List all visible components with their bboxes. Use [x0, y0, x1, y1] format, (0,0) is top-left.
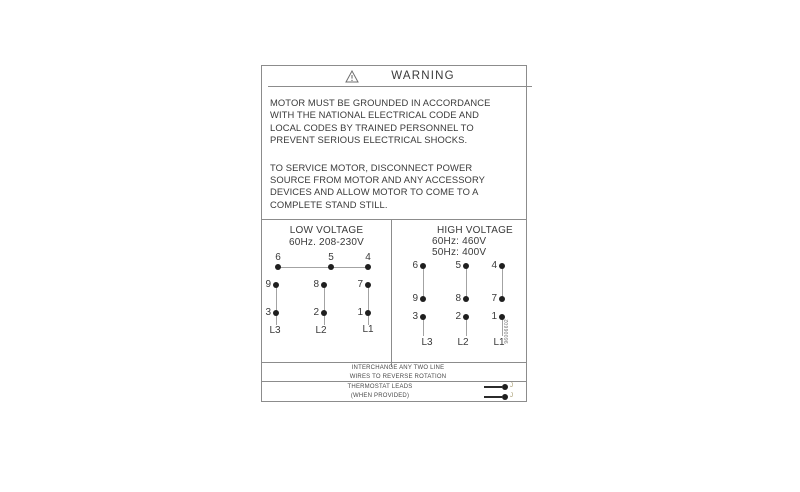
- terminal-dot: [365, 282, 371, 288]
- thermostat-note-line: (WHEN PROVIDED): [350, 393, 410, 399]
- warning-triangle-icon: [345, 70, 359, 83]
- high-voltage-diagram: [392, 220, 526, 363]
- terminal-number: 5: [455, 260, 461, 271]
- thermostat-lead-dot: [502, 384, 508, 390]
- thermostat-lead-line: [484, 386, 502, 388]
- terminal-number: 8: [313, 279, 319, 290]
- terminal-dot: [420, 314, 426, 320]
- terminal-number: 9: [265, 279, 271, 290]
- terminal-number: 9: [412, 293, 418, 304]
- warning-text-line: COMPLETE STAND STILL.: [270, 198, 388, 210]
- warning-title: WARNING: [391, 70, 455, 82]
- warning-paragraph-1: [270, 97, 526, 147]
- terminal-dot: [463, 314, 469, 320]
- warning-text-line: MOTOR MUST BE GROUNDED IN ACCORDANCE: [270, 97, 491, 108]
- terminal-number: 4: [491, 260, 497, 271]
- terminal-dot: [420, 263, 426, 269]
- wire-line: [324, 285, 325, 325]
- terminal-dot: [463, 296, 469, 302]
- terminal-dot: [499, 296, 505, 302]
- low-voltage-title: LOW VOLTAGE: [289, 225, 364, 236]
- terminal-number: 8: [455, 293, 461, 304]
- terminal-number: 5: [328, 252, 334, 263]
- terminal-number: 3: [265, 307, 271, 318]
- terminal-number: 6: [412, 260, 418, 271]
- line-label: L3: [269, 325, 281, 336]
- terminal-number: 3: [412, 311, 418, 322]
- thermostat-leads-row: [262, 382, 526, 403]
- terminal-dot: [273, 282, 279, 288]
- terminal-dot: [273, 310, 279, 316]
- wire-line: [276, 285, 277, 325]
- high-voltage-title: HIGH VOLTAGE: [437, 225, 513, 236]
- line-label: L2: [457, 337, 469, 348]
- low-voltage-subtitle: 60Hz. 208-230V: [288, 237, 365, 248]
- terminal-dot: [499, 263, 505, 269]
- terminal-dot: [420, 296, 426, 302]
- high-voltage-subtitle-50hz: 50Hz: 400V: [432, 247, 487, 258]
- wire-line: [423, 266, 424, 299]
- part-number: 96006602: [504, 319, 510, 344]
- line-label: L3: [421, 337, 433, 348]
- terminal-number: 7: [491, 293, 497, 304]
- terminal-dot: [328, 264, 334, 270]
- motor-warning-label: [261, 65, 527, 402]
- wiring-diagrams-section: [262, 220, 526, 363]
- warning-text-line: SOURCE FROM MOTOR AND ANY ACCESSORY: [270, 174, 485, 186]
- terminal-number: 2: [313, 307, 319, 318]
- thermostat-lead-label: J: [510, 383, 513, 389]
- warning-text-line: TO SERVICE MOTOR, DISCONNECT POWER: [270, 161, 473, 173]
- warning-text-line: WITH THE NATIONAL ELECTRICAL CODE AND: [270, 109, 479, 121]
- warning-text-line: PREVENT SERIOUS ELECTRICAL SHOCKS.: [270, 134, 468, 146]
- terminal-dot: [275, 264, 281, 270]
- terminal-dot: [365, 264, 371, 270]
- terminal-number: 4: [365, 252, 371, 263]
- warning-header: [268, 66, 532, 87]
- terminal-number: 1: [491, 311, 497, 322]
- wire-line: [278, 267, 368, 268]
- thermostat-lead-line: [484, 396, 502, 398]
- low-voltage-diagram: [262, 220, 391, 363]
- terminal-number: 1: [357, 307, 363, 318]
- warning-text-section: [262, 86, 526, 220]
- line-label: L2: [315, 325, 327, 336]
- warning-paragraph-2: [270, 162, 526, 212]
- interchange-note-line: WIRES TO REVERSE ROTATION: [349, 374, 447, 380]
- interchange-note-row: [262, 363, 526, 382]
- thermostat-lead-label: J: [510, 393, 513, 399]
- high-voltage-subtitle-60hz: 60Hz: 460V: [432, 236, 487, 247]
- terminal-number: 7: [357, 279, 363, 290]
- line-label: L1: [493, 337, 505, 348]
- thermostat-lead-dot: [502, 394, 508, 400]
- terminal-dot: [321, 282, 327, 288]
- wire-line: [466, 266, 467, 299]
- terminal-number: 2: [455, 311, 461, 322]
- terminal-dot: [321, 310, 327, 316]
- terminal-dot: [365, 310, 371, 316]
- warning-text-line: DEVICES AND ALLOW MOTOR TO COME TO A: [270, 186, 479, 198]
- thermostat-note-line: THERMOSTAT LEADS: [347, 384, 413, 390]
- terminal-number: 6: [275, 252, 281, 263]
- terminal-dot: [463, 263, 469, 269]
- interchange-note-line: INTERCHANGE ANY TWO LINE: [351, 365, 445, 371]
- warning-text-line: LOCAL CODES BY TRAINED PERSONNEL TO: [270, 121, 474, 133]
- wire-line: [502, 266, 503, 299]
- wire-line: [368, 285, 369, 325]
- line-label: L1: [362, 324, 374, 335]
